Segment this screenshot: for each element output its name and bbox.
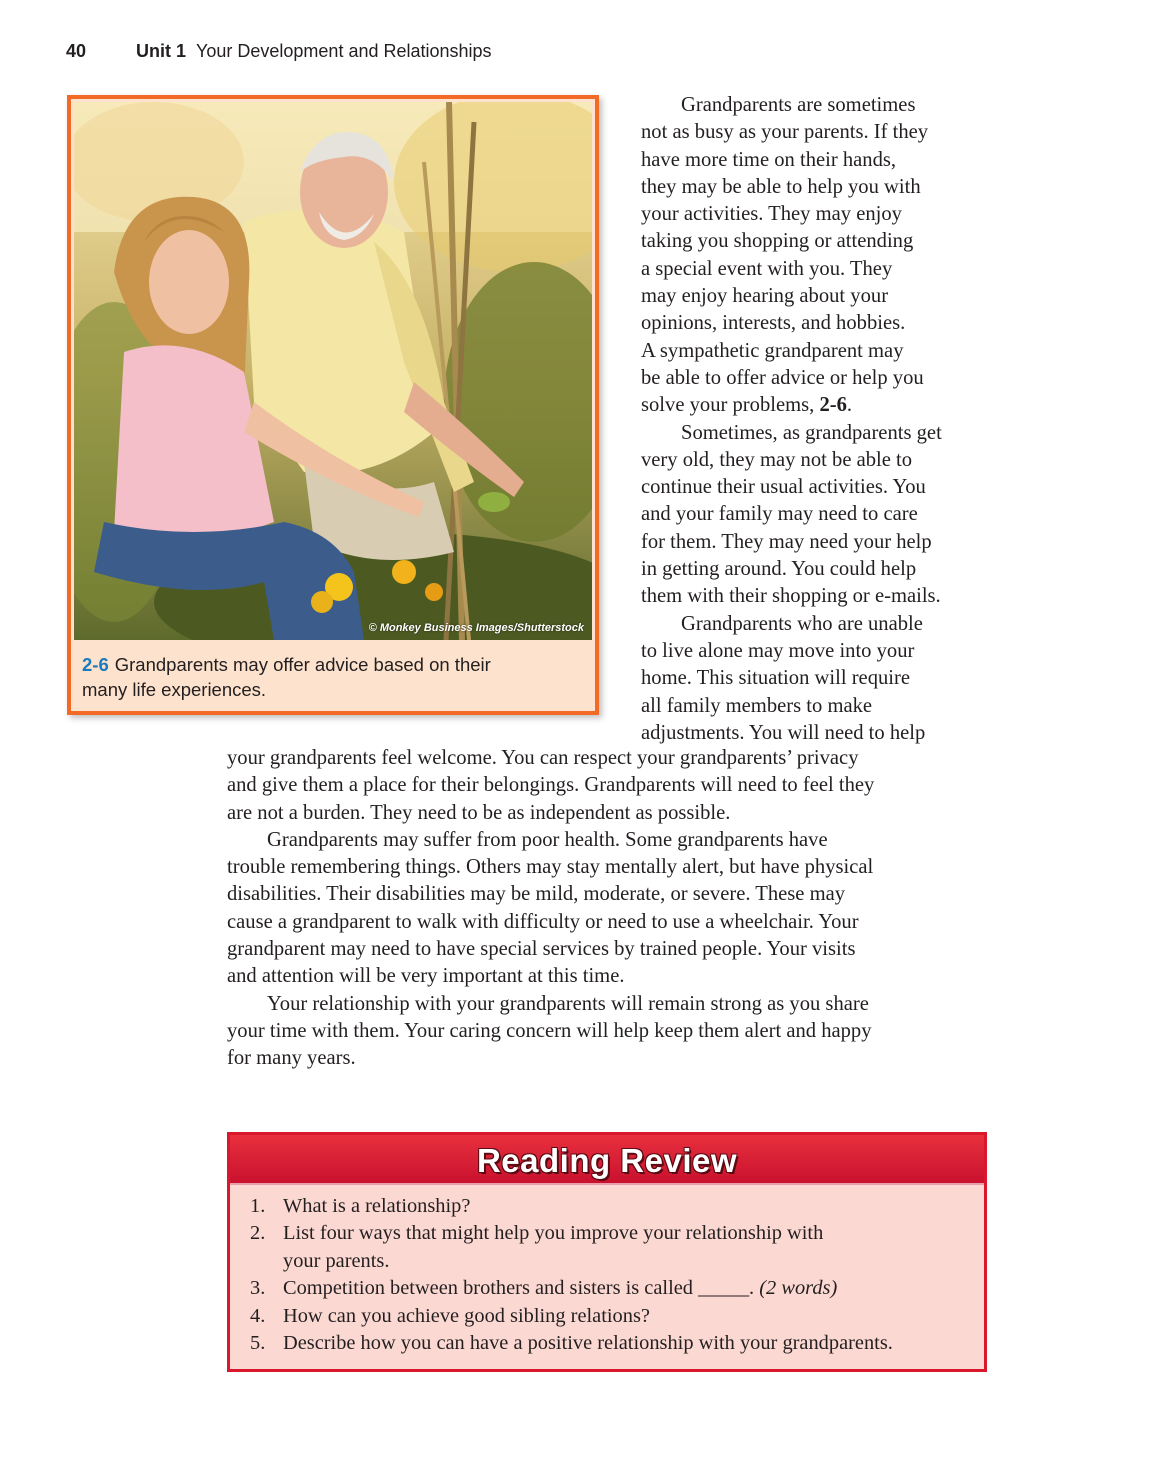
review-question	[250, 1330, 970, 1357]
text-line: not as busy as your parents. If they	[641, 121, 929, 144]
question-number: 3.	[250, 1277, 266, 1300]
reading-review-header	[230, 1135, 984, 1185]
text-line: continue their usual activities. You	[641, 476, 926, 499]
text-line: them with their shopping or e-mails.	[641, 585, 941, 608]
question-text: Competition between brothers and sisters is called _____.	[283, 1277, 760, 1300]
running-header	[66, 38, 492, 64]
question-number: 2.	[250, 1222, 266, 1245]
text-line: Sometimes, as grandparents get	[681, 421, 942, 444]
review-question	[250, 1193, 970, 1220]
question-text: Describe how you can have a positive relationship with your grandparents.	[283, 1332, 893, 1355]
text-line: your grandparents feel welcome. You can respect your grandparents’ privacy	[227, 747, 859, 769]
text-line: Your relationship with your grandparents will remain strong as you share	[267, 992, 869, 1015]
caption-line-2: many life experiences.	[82, 679, 267, 700]
text-line: very old, they may not be able to	[641, 448, 913, 471]
review-questions	[250, 1193, 970, 1357]
question-number: 4.	[250, 1304, 266, 1327]
text-line: in getting around. You could help	[641, 558, 917, 581]
page-number: 40	[66, 41, 87, 61]
text-line: trouble remembering things. Others may stay mentally alert, but have physical	[227, 856, 874, 879]
text-line: and give them a place for their belongings. Grandparents will need to feel they	[227, 774, 875, 797]
review-question	[250, 1275, 970, 1302]
text-line: have more time on their hands,	[641, 148, 897, 171]
text-line: for them. They may need your help	[641, 530, 932, 553]
text-line: opinions, interests, and hobbies.	[641, 312, 906, 335]
text-line: and your family may need to care	[641, 503, 918, 526]
text-line: Grandparents may suffer from poor health. Some grandparents have	[267, 828, 828, 851]
text-line: A sympathetic grandparent may	[641, 339, 904, 362]
text-line: they may be able to help you with	[641, 175, 921, 198]
text-line: a special event with you. They	[641, 257, 893, 280]
text-line: for many years.	[227, 1047, 356, 1070]
text-line: may enjoy hearing about your	[641, 285, 889, 308]
garden-photo-illustration	[74, 102, 592, 640]
text-line: and attention will be very important at this time.	[227, 965, 625, 988]
text-line: grandparent may need to have special services by trained people. Your visits	[227, 938, 856, 961]
figure-number: 2-6	[82, 654, 109, 675]
review-question	[250, 1303, 970, 1330]
text-line: to live alone may move into your	[641, 639, 915, 662]
text-line: cause a grandparent to walk with difficulty or need to use a wheelchair. Your	[227, 910, 859, 933]
text-line: your activities. They may enjoy	[641, 203, 902, 226]
reading-review-title: Reading Review	[476, 1142, 738, 1179]
text-line: Grandparents who are unable	[681, 612, 923, 635]
caption-line-1: Grandparents may offer advice based on their	[114, 654, 491, 675]
full-width-text	[227, 745, 992, 1073]
figure-reference: 2-6	[819, 394, 847, 417]
text-line: adjustments. You will need to help	[641, 721, 926, 744]
photo-grandparent-and-granddaughter	[74, 102, 592, 640]
question-hint: (2 words)	[759, 1277, 838, 1300]
text-line: disabilities. Their disabilities may be mild, moderate, or severe. These may	[227, 883, 846, 906]
header-divider	[230, 1183, 984, 1185]
question-number: 1.	[250, 1195, 266, 1217]
question-text: What is a relationship?	[283, 1195, 471, 1217]
photo-credit: © Monkey Business Images/Shutterstock	[368, 622, 584, 634]
text-line: your time with them. Your caring concern will help keep them alert and happy	[227, 1019, 872, 1042]
right-column-text	[641, 92, 991, 747]
question-text-continued: your parents.	[283, 1249, 390, 1272]
question-text: How can you achieve good sibling relations?	[283, 1304, 650, 1327]
text-line	[641, 392, 991, 419]
text-line: all family members to make	[641, 694, 873, 717]
text-line: are not a burden. They need to be as independent as possible.	[227, 801, 731, 824]
reading-review-box	[227, 1132, 987, 1372]
figure-2-6	[67, 95, 599, 715]
text-run: .	[846, 394, 853, 417]
figure-caption	[82, 652, 582, 702]
question-number: 5.	[250, 1332, 266, 1355]
question-text: List four ways that might help you improve your relationship with	[283, 1222, 824, 1245]
text-line: taking you shopping or attending	[641, 230, 914, 253]
unit-label: Unit 1	[136, 41, 187, 61]
text-line: home. This situation will require	[641, 667, 911, 690]
text-line: be able to offer advice or help you	[641, 366, 924, 389]
unit-title: Your Development and Relationships	[196, 41, 492, 61]
text-line: Grandparents are sometimes	[681, 94, 916, 116]
review-question	[250, 1220, 970, 1275]
text-run: solve your problems,	[641, 394, 820, 417]
